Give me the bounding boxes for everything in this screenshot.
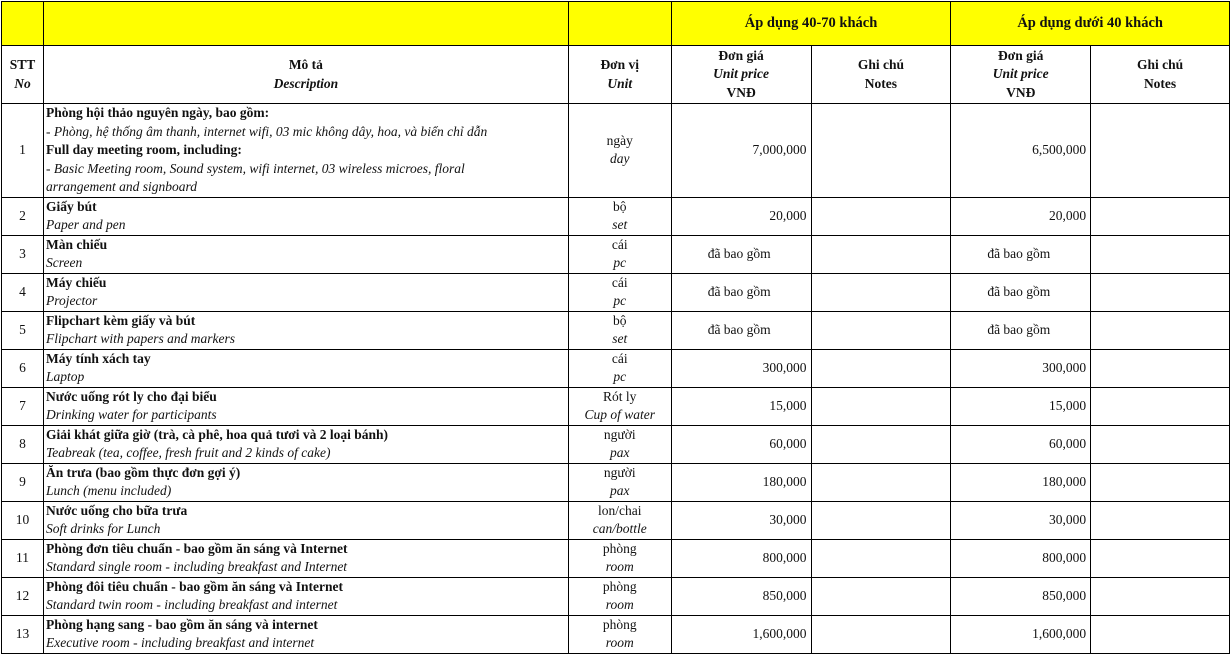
row-description [43,104,568,198]
desc-title-en: Full day meeting room, including: [45,142,242,157]
price-under-40: 60,000 [951,425,1091,463]
price-under-40: 180,000 [951,463,1091,501]
unit-vi: cái [611,236,628,252]
unit-vi: người [603,426,636,442]
price-under-40: đã bao gồm [951,273,1091,311]
desc-vi: Màn chiếu [45,236,108,252]
price-40-70: đã bao gồm [671,235,811,273]
row-unit [568,539,671,577]
row-unit [568,273,671,311]
row-unit [568,311,671,349]
price-40-70: 15,000 [671,387,811,425]
notes-under-40 [1091,463,1230,501]
unit-en: Cup of water [584,407,655,422]
table-row [2,387,1230,425]
notes-under-40 [1091,349,1230,387]
unit-vi: ngày [606,132,633,148]
unit-vi: Rót ly [603,388,637,404]
unit-vi: phòng [602,616,637,632]
unit-vi: bộ [612,312,627,328]
notes-40-70 [811,311,951,349]
price-header-1 [671,46,811,104]
desc-en: Soft drinks for Lunch [45,521,161,536]
price-cur: VNĐ [1006,84,1036,100]
desc-detail-en: - Basic Meeting room, Sound system, wifi internet, 03 wireless microes, floral arrangement and signboard [45,160,465,194]
notes-under-40 [1091,539,1230,577]
stt-vi: STT [9,57,36,72]
price-40-70: 20,000 [671,197,811,235]
notes-under-40 [1091,577,1230,615]
desc-vi: Giấy bút [45,198,97,214]
unit-en: room [605,559,634,574]
price-header-2 [951,46,1091,104]
row-description [43,349,568,387]
description-header [43,46,568,104]
desc-vi: Ăn trưa (bao gồm thực đơn gợi ý) [45,464,241,480]
unit-vi: người [603,464,636,480]
notes-40-70 [811,235,951,273]
unit-en: room [605,597,634,612]
row-number: 2 [2,197,44,235]
table-row [2,104,1230,198]
desc-en: Executive room - including breakfast and internet [45,635,315,650]
notes-en: Notes [1143,75,1177,91]
header-blank-cell [43,2,568,46]
table-row [2,349,1230,387]
row-description [43,463,568,501]
notes-40-70 [811,577,951,615]
price-under-40: 850,000 [951,577,1091,615]
row-description [43,311,568,349]
stt-header [2,46,44,104]
unit-vi: cái [611,350,628,366]
row-unit [568,577,671,615]
price-under-40: 15,000 [951,387,1091,425]
notes-40-70 [811,501,951,539]
price-40-70: đã bao gồm [671,311,811,349]
price-under-40: 1,600,000 [951,615,1091,653]
unit-vi: bộ [612,198,627,214]
price-en: Unit price [992,66,1049,82]
row-number: 7 [2,387,44,425]
unit-en: can/bottle [592,521,647,536]
unit-en: set [612,217,628,232]
row-number: 10 [2,501,44,539]
row-unit [568,387,671,425]
row-unit [568,104,671,198]
row-unit [568,501,671,539]
unit-en: set [612,331,628,346]
notes-vi: Ghi chú [857,57,904,72]
row-number: 1 [2,104,44,198]
notes-40-70 [811,197,951,235]
desc-detail-vi: - Phòng, hệ thống âm thanh, internet wifi, 03 mic không dây, hoa, và biển chỉ dẫn [45,123,488,139]
row-number: 11 [2,539,44,577]
desc-vi: Phòng đôi tiêu chuẩn - bao gồm ăn sáng và Internet [45,578,344,594]
unit-vi: phòng [602,540,637,556]
desc-vi: Flipchart kèm giấy và bút [45,312,196,328]
price-under-40: 300,000 [951,349,1091,387]
notes-under-40 [1091,235,1230,273]
row-description [43,235,568,273]
price-40-70: 180,000 [671,463,811,501]
price-vi: Đơn giá [998,47,1044,63]
unit-vi: Đơn vị [600,57,640,72]
notes-under-40 [1091,104,1230,198]
row-description [43,577,568,615]
row-unit [568,615,671,653]
row-unit [568,197,671,235]
row-number: 6 [2,349,44,387]
price-under-40: 20,000 [951,197,1091,235]
notes-header-1 [811,46,951,104]
price-en: Unit price [713,66,770,82]
notes-under-40 [1091,311,1230,349]
row-number: 12 [2,577,44,615]
row-description [43,273,568,311]
unit-header [568,46,671,104]
notes-40-70 [811,425,951,463]
price-40-70: 1,600,000 [671,615,811,653]
desc-en: Laptop [45,369,85,384]
notes-header-2 [1091,46,1230,104]
unit-en: pc [613,255,627,270]
table-row [2,425,1230,463]
desc-en: Flipchart with papers and markers [45,331,235,346]
table-row [2,539,1230,577]
desc-en: Drinking water for participants [45,407,217,422]
desc-title-vi: Phòng hội thảo nguyên ngày, bao gồm: [45,105,270,120]
desc-en: Standard twin room - including breakfast and internet [45,597,338,612]
desc-vi: Phòng đơn tiêu chuẩn - bao gồm ăn sáng và Internet [45,540,348,556]
desc-en: Projector [45,293,98,308]
price-40-70: 850,000 [671,577,811,615]
unit-en: pax [609,483,630,498]
desc-en: Lunch (menu included) [45,483,172,498]
table-row [2,577,1230,615]
price-under-40: 6,500,000 [951,104,1091,198]
notes-40-70 [811,273,951,311]
table-row [2,501,1230,539]
row-unit [568,349,671,387]
table-row [2,615,1230,653]
price-40-70: 300,000 [671,349,811,387]
price-table [1,1,1230,654]
row-unit [568,425,671,463]
notes-40-70 [811,615,951,653]
group-under-40-header: Áp dụng dưới 40 khách [951,2,1230,46]
price-under-40: đã bao gồm [951,235,1091,273]
desc-vi: Máy tính xách tay [45,350,151,366]
unit-en: room [605,635,634,650]
price-40-70: 30,000 [671,501,811,539]
unit-en: pc [613,293,627,308]
price-cur: VNĐ [726,84,756,100]
price-40-70: 7,000,000 [671,104,811,198]
unit-en: Unit [607,75,633,91]
desc-vi: Nước uống cho bữa trưa [45,502,188,518]
row-number: 8 [2,425,44,463]
row-unit [568,235,671,273]
notes-under-40 [1091,387,1230,425]
table-row [2,311,1230,349]
row-description [43,387,568,425]
price-under-40: đã bao gồm [951,311,1091,349]
row-number: 4 [2,273,44,311]
row-number: 13 [2,615,44,653]
price-40-70: đã bao gồm [671,273,811,311]
desc-en: Standard single room - including breakfast and Internet [45,559,348,574]
notes-40-70 [811,104,951,198]
row-number: 9 [2,463,44,501]
row-unit [568,463,671,501]
row-number: 5 [2,311,44,349]
notes-under-40 [1091,273,1230,311]
notes-under-40 [1091,615,1230,653]
table-row [2,463,1230,501]
notes-vi: Ghi chú [1136,57,1184,72]
notes-under-40 [1091,425,1230,463]
unit-en: pc [613,369,627,384]
unit-vi: phòng [602,578,637,594]
notes-40-70 [811,387,951,425]
notes-en: Notes [864,75,898,91]
row-description [43,425,568,463]
table-row [2,197,1230,235]
desc-vi: Phòng hạng sang - bao gồm ăn sáng và internet [45,616,318,632]
notes-40-70 [811,539,951,577]
price-under-40: 30,000 [951,501,1091,539]
header-blank-cell [2,2,44,46]
price-40-70: 800,000 [671,539,811,577]
row-description [43,539,568,577]
desc-vi: Giải khát giữa giờ (trà, cà phê, hoa quả tươi và 2 loại bánh) [45,426,389,442]
price-vi: Đơn giá [718,47,764,63]
price-under-40: 800,000 [951,539,1091,577]
table-row [2,273,1230,311]
stt-en: No [14,75,31,91]
table-row [2,235,1230,273]
unit-en: pax [609,445,630,460]
notes-40-70 [811,349,951,387]
desc-en: Paper and pen [45,217,126,232]
notes-under-40 [1091,501,1230,539]
group-40-70-header: Áp dụng 40-70 khách [671,2,951,46]
desc-en: Description [273,75,339,91]
unit-vi: cái [611,274,628,290]
notes-40-70 [811,463,951,501]
unit-en: day [609,151,630,167]
row-description [43,197,568,235]
unit-vi: lon/chai [597,502,642,518]
notes-under-40 [1091,197,1230,235]
header-blank-cell [568,2,671,46]
desc-en: Screen [45,255,83,270]
price-40-70: 60,000 [671,425,811,463]
desc-vi: Mô tả [288,57,323,72]
desc-vi: Nước uống rót ly cho đại biểu [45,388,217,404]
desc-vi: Máy chiếu [45,274,107,290]
row-description [43,615,568,653]
desc-en: Teabreak (tea, coffee, fresh fruit and 2 kinds of cake) [45,445,331,460]
row-number: 3 [2,235,44,273]
row-description [43,501,568,539]
